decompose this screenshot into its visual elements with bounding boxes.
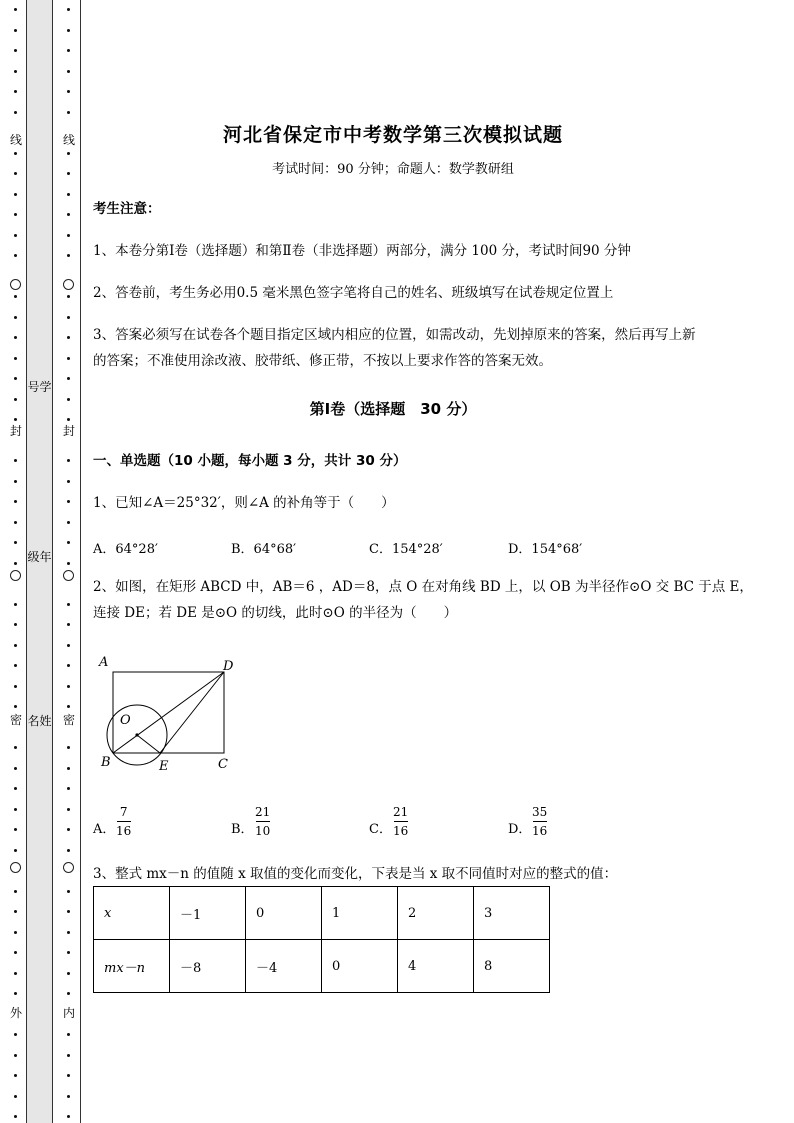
seal-dot (67, 336, 70, 339)
seal-dot (67, 500, 70, 503)
seal-dot (67, 972, 70, 975)
seal-dot (14, 152, 17, 155)
seal-dot (67, 992, 70, 995)
label-d: D (223, 659, 234, 674)
binding-margin (0, 0, 82, 1123)
table-cell: 0 (246, 887, 322, 940)
q1-stem: 1、已知∠A＝25°32′，则∠A 的补角等于（ ） (93, 495, 395, 511)
table-row (94, 887, 550, 940)
seal-dot (67, 29, 70, 32)
seal-dot (14, 1115, 17, 1118)
fraction-numerator: 21 (393, 805, 409, 819)
seal-dot (67, 1074, 70, 1077)
exam-subtitle: 考试时间：90 分钟；命题人：数学教研组 (272, 162, 514, 177)
seal-dot (14, 1054, 17, 1057)
table-cell: 0 (322, 940, 398, 993)
seal-dot (14, 459, 17, 462)
fraction-denominator: 16 (532, 824, 548, 838)
seal-char: 密 (62, 713, 75, 727)
table-cell: 8 (474, 940, 550, 993)
label-c: C (218, 757, 228, 772)
segment-de (160, 672, 224, 753)
seal-dot (14, 1033, 17, 1036)
notice-item-3-cont: 的答案；不准使用涂改液、胶带纸、修正带，不按以上要求作答的答案无效。 (93, 353, 552, 369)
seal-dot (14, 418, 17, 421)
q2-option-b-fraction (255, 805, 270, 838)
seal-dot (14, 8, 17, 11)
seal-dot (14, 664, 17, 667)
seal-dot (67, 70, 70, 73)
section-title: 第Ⅰ卷（选择题 30 分） (309, 400, 477, 418)
seal-dot (67, 398, 70, 401)
seal-dot (14, 705, 17, 708)
seal-dot (14, 1074, 17, 1077)
fraction-bar (394, 821, 408, 822)
seal-dot (14, 521, 17, 524)
seal-dot (67, 644, 70, 647)
seal-dot (14, 70, 17, 73)
seal-dot (67, 746, 70, 749)
seal-dot (14, 1095, 17, 1098)
label-e: E (159, 759, 169, 774)
q1-option-d[interactable]: D．154°68′ (508, 542, 583, 557)
seal-dot (67, 316, 70, 319)
notice-item-3: 3、答案必须写在试卷各个题目指定区域内相应的位置，如需改动，先划掉原来的答案，然后再写上新 (93, 327, 696, 343)
seal-dot (14, 644, 17, 647)
seal-dot (67, 541, 70, 544)
fraction-bar (533, 821, 547, 822)
table-cell: －8 (170, 940, 246, 993)
seal-dot (14, 316, 17, 319)
seal-dot (67, 357, 70, 360)
seal-dot (14, 890, 17, 893)
seal-char: 封 (62, 424, 75, 438)
notice-item-2: 2、答卷前，考生务必用0.5 毫米黑色签字笔将自己的姓名、班级填写在试卷规定位置上 (93, 285, 614, 301)
q3-stem: 3、整式 mx－n 的值随 x 取值的变化而变化，下表是当 x 取不同值时对应的整式的值： (93, 866, 618, 882)
name-label: 名姓 (27, 714, 52, 728)
seal-circle (63, 279, 74, 290)
q1-option-a[interactable]: A．64°28′ (93, 542, 158, 557)
seal-char: 内 (62, 1006, 75, 1020)
q2-option-b[interactable]: B． (231, 822, 254, 837)
seal-dot (67, 623, 70, 626)
seal-dot (14, 500, 17, 503)
seal-dot (67, 705, 70, 708)
seal-char: 封 (9, 424, 22, 438)
table-cell: 4 (398, 940, 474, 993)
grade-label: 级年 (27, 550, 52, 564)
fraction-denominator: 16 (393, 824, 409, 838)
seal-dot (14, 931, 17, 934)
label-a: A (99, 655, 109, 670)
seal-dot (14, 111, 17, 114)
seal-dot (67, 254, 70, 257)
table-cell: 1 (322, 887, 398, 940)
fraction-numerator: 35 (532, 805, 548, 819)
table-cell: mx－n (94, 940, 170, 993)
seal-dot (14, 480, 17, 483)
seal-dot (67, 8, 70, 11)
seal-dot (67, 213, 70, 216)
seal-dot (67, 418, 70, 421)
seal-char: 密 (9, 713, 22, 727)
seal-dot (14, 808, 17, 811)
seal-circle (63, 570, 74, 581)
seal-circle (10, 279, 21, 290)
seal-dot (14, 767, 17, 770)
q2-stem-line2: 连接 DE；若 DE 是⊙O 的切线，此时⊙O 的半径为（ ） (93, 605, 458, 621)
seal-dot (14, 49, 17, 52)
student-number-label: 号学 (27, 380, 52, 394)
table-cell: 3 (474, 887, 550, 940)
seal-dot (67, 562, 70, 565)
seal-dot (67, 603, 70, 606)
q2-figure (93, 652, 243, 777)
seal-dot (67, 1095, 70, 1098)
seal-dot (67, 787, 70, 790)
seal-dot (14, 213, 17, 216)
fraction-denominator: 16 (116, 824, 132, 838)
label-b: B (101, 755, 111, 770)
q2-option-c[interactable]: C． (369, 822, 392, 837)
seal-dot (67, 767, 70, 770)
seal-dot (14, 90, 17, 93)
seal-dot (67, 1115, 70, 1118)
seal-dot (67, 685, 70, 688)
seal-dot (14, 787, 17, 790)
seal-dot (67, 1054, 70, 1057)
seal-dot (67, 521, 70, 524)
seal-dot (67, 172, 70, 175)
seal-circle (10, 570, 21, 581)
seal-dot (67, 193, 70, 196)
seal-dot (14, 562, 17, 565)
q2-option-a[interactable]: A． (93, 822, 116, 837)
seal-dot (14, 746, 17, 749)
seal-dot (14, 541, 17, 544)
table-cell: －1 (170, 887, 246, 940)
seal-dot (14, 357, 17, 360)
seal-dot (67, 910, 70, 913)
fraction-numerator: 21 (255, 805, 271, 819)
seal-dot (14, 972, 17, 975)
seal-circle (63, 862, 74, 873)
seal-dot (67, 931, 70, 934)
seal-dot (67, 828, 70, 831)
radius-oe (137, 735, 160, 753)
q2-option-c-fraction (393, 805, 408, 838)
seal-line-inner (63, 0, 75, 1123)
seal-dot (14, 992, 17, 995)
seal-dot (14, 849, 17, 852)
seal-dot (67, 890, 70, 893)
table-cell: 2 (398, 887, 474, 940)
q1-option-b[interactable]: B．64°68′ (231, 542, 297, 557)
seal-dot (14, 193, 17, 196)
q2-option-d-fraction (532, 805, 547, 838)
q1-option-c[interactable]: C．154°28′ (369, 542, 443, 557)
seal-dot (67, 849, 70, 852)
center-o (135, 733, 138, 736)
seal-dot (14, 234, 17, 237)
seal-circle (10, 862, 21, 873)
seal-dot (14, 910, 17, 913)
seal-dot (14, 295, 17, 298)
fraction-denominator: 10 (255, 824, 271, 838)
seal-dot (14, 377, 17, 380)
part-one-heading: 一、单选题（10 小题，每小题 3 分，共计 30 分） (93, 453, 407, 469)
table-row (94, 940, 550, 993)
seal-dot (67, 459, 70, 462)
seal-dot (14, 603, 17, 606)
q3-value-table (93, 886, 550, 993)
notice-item-1: 1、本卷分第Ⅰ卷（选择题）和第Ⅱ卷（非选择题）两部分，满分 100 分，考试时间90 分钟 (93, 243, 631, 259)
fraction-numerator: 7 (119, 805, 128, 819)
seal-dot (14, 623, 17, 626)
seal-line-outer (10, 0, 22, 1123)
seal-dot (67, 377, 70, 380)
seal-char: 线 (9, 133, 22, 147)
exam-title: 河北省保定市中考数学第三次模拟试题 (222, 124, 563, 146)
seal-dot (67, 152, 70, 155)
seal-dot (14, 172, 17, 175)
seal-dot (67, 480, 70, 483)
seal-dot (14, 254, 17, 257)
seal-char: 外 (9, 1006, 22, 1020)
fraction-bar (117, 821, 131, 822)
seal-dot (67, 90, 70, 93)
seal-dot (14, 336, 17, 339)
notice-heading: 考生注意： (93, 201, 161, 217)
q2-option-a-fraction (116, 805, 131, 838)
seal-dot (67, 951, 70, 954)
binding-line (80, 0, 81, 1123)
seal-dot (14, 951, 17, 954)
seal-dot (14, 685, 17, 688)
seal-dot (14, 398, 17, 401)
seal-dot (67, 295, 70, 298)
seal-char: 线 (62, 133, 75, 147)
seal-dot (67, 1033, 70, 1036)
label-o: O (120, 713, 131, 728)
seal-dot (67, 111, 70, 114)
table-cell: x (94, 887, 170, 940)
seal-dot (67, 234, 70, 237)
table-cell: －4 (246, 940, 322, 993)
seal-dot (67, 49, 70, 52)
fraction-bar (256, 821, 270, 822)
seal-dot (67, 664, 70, 667)
q2-stem-line1: 2、如图，在矩形 ABCD 中，AB＝6 ，AD＝8，点 O 在对角线 BD 上，以 OB 为半径作⊙O 交 BC 于点 E， (93, 579, 753, 595)
seal-dot (67, 808, 70, 811)
q2-option-d[interactable]: D． (508, 822, 532, 837)
seal-dot (14, 29, 17, 32)
seal-dot (14, 828, 17, 831)
